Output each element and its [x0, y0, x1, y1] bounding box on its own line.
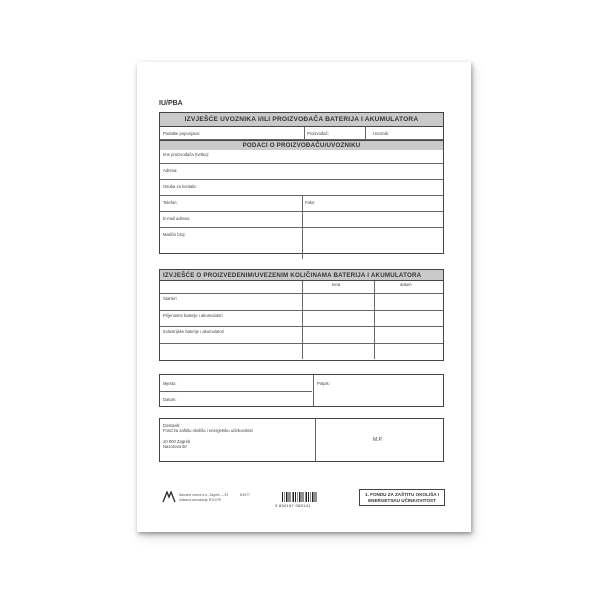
- quantities-box: [159, 269, 444, 361]
- quantities-head-row: [160, 281, 443, 294]
- recipient-line3: Nazorova 50: [163, 444, 187, 449]
- quantities-row: [160, 344, 443, 360]
- recipient-line1: Fond za zaštitu okoliša i energetsku učinkovitost: [163, 428, 253, 433]
- section2-header: IZVJEŠĆE O PROIZVEDENIM/UVEZENIM KOLIČINAMA BATERIJA I AKUMULATORA: [160, 270, 443, 281]
- quantities-row: [160, 311, 443, 327]
- col-tons: tona: [332, 282, 341, 287]
- producer-label: Proizvođač:: [307, 131, 329, 136]
- producer-info-box: [159, 148, 444, 254]
- importer-label: Uvoznik:: [373, 131, 390, 136]
- form-title: IZVJEŠĆE UVOZNIKA I/ILI PROIZVOĐAČA BATERIJA I AKUMULATORA: [160, 113, 443, 127]
- address-label: Adresa:: [163, 168, 178, 173]
- form-header-box: [159, 112, 444, 149]
- quantities-row: [160, 327, 443, 344]
- signature-box: [159, 374, 444, 407]
- col-date: datum: [400, 282, 412, 287]
- quantities-row: [160, 294, 443, 311]
- delivery-box: [159, 418, 444, 462]
- filled-by-label: Podatke popunjava:: [163, 131, 201, 136]
- copy-recipient-box: 1. FONDU ZA ZAŠTITU OKOLIŠA I ENERGETSKU UČINKOVITOST: [359, 489, 445, 506]
- row-industrial: Industrijske baterije i akumulatori: [163, 329, 224, 334]
- email-row: [160, 212, 443, 228]
- contact-row: [160, 180, 443, 196]
- address-row: [160, 164, 443, 180]
- id-number-row: [160, 228, 443, 244]
- company-row: [160, 148, 443, 164]
- company-label: Ime proizvođača (tvrtka):: [163, 152, 210, 157]
- delivery-label: Dostaviti:: [163, 423, 181, 428]
- phone-fax-row: [160, 196, 443, 212]
- publisher-line2: Zabrana umnažanja, BTH-PB: [179, 498, 221, 502]
- id-number-label: Matični broj:: [163, 232, 186, 237]
- email-label: E-mail adresa:: [163, 216, 190, 221]
- filled-by-row: [160, 127, 443, 140]
- form-sheet: [137, 62, 471, 532]
- row-portable: Prijenosne baterije i akumulatori: [163, 313, 223, 318]
- barcode-digits: 3 850157 065141: [275, 503, 311, 508]
- date-label: Datum:: [163, 397, 177, 402]
- section1-header: PODACI O PROIZVOĐAČU/UVOZNIKU: [160, 140, 443, 150]
- publisher-line1: Narodne novine d.d., Zagreb — 93: [179, 493, 229, 497]
- barcode: [282, 492, 318, 502]
- phone-label: Telefon:: [163, 200, 178, 205]
- contact-label: Osoba za kontakt:: [163, 184, 197, 189]
- stamp-label: M.P.: [373, 437, 383, 443]
- publisher-logo-icon: [162, 491, 176, 503]
- form-code: IU/PBA: [159, 100, 183, 107]
- row-starters: Starteri: [163, 296, 177, 301]
- form-number: 8/1977: [240, 493, 250, 497]
- recipient-line2: 10 000 Zagreb: [163, 439, 191, 444]
- fax-label: Faks:: [305, 200, 316, 205]
- signature-label: Potpis:: [317, 381, 330, 386]
- place-label: Mjesto:: [163, 381, 177, 386]
